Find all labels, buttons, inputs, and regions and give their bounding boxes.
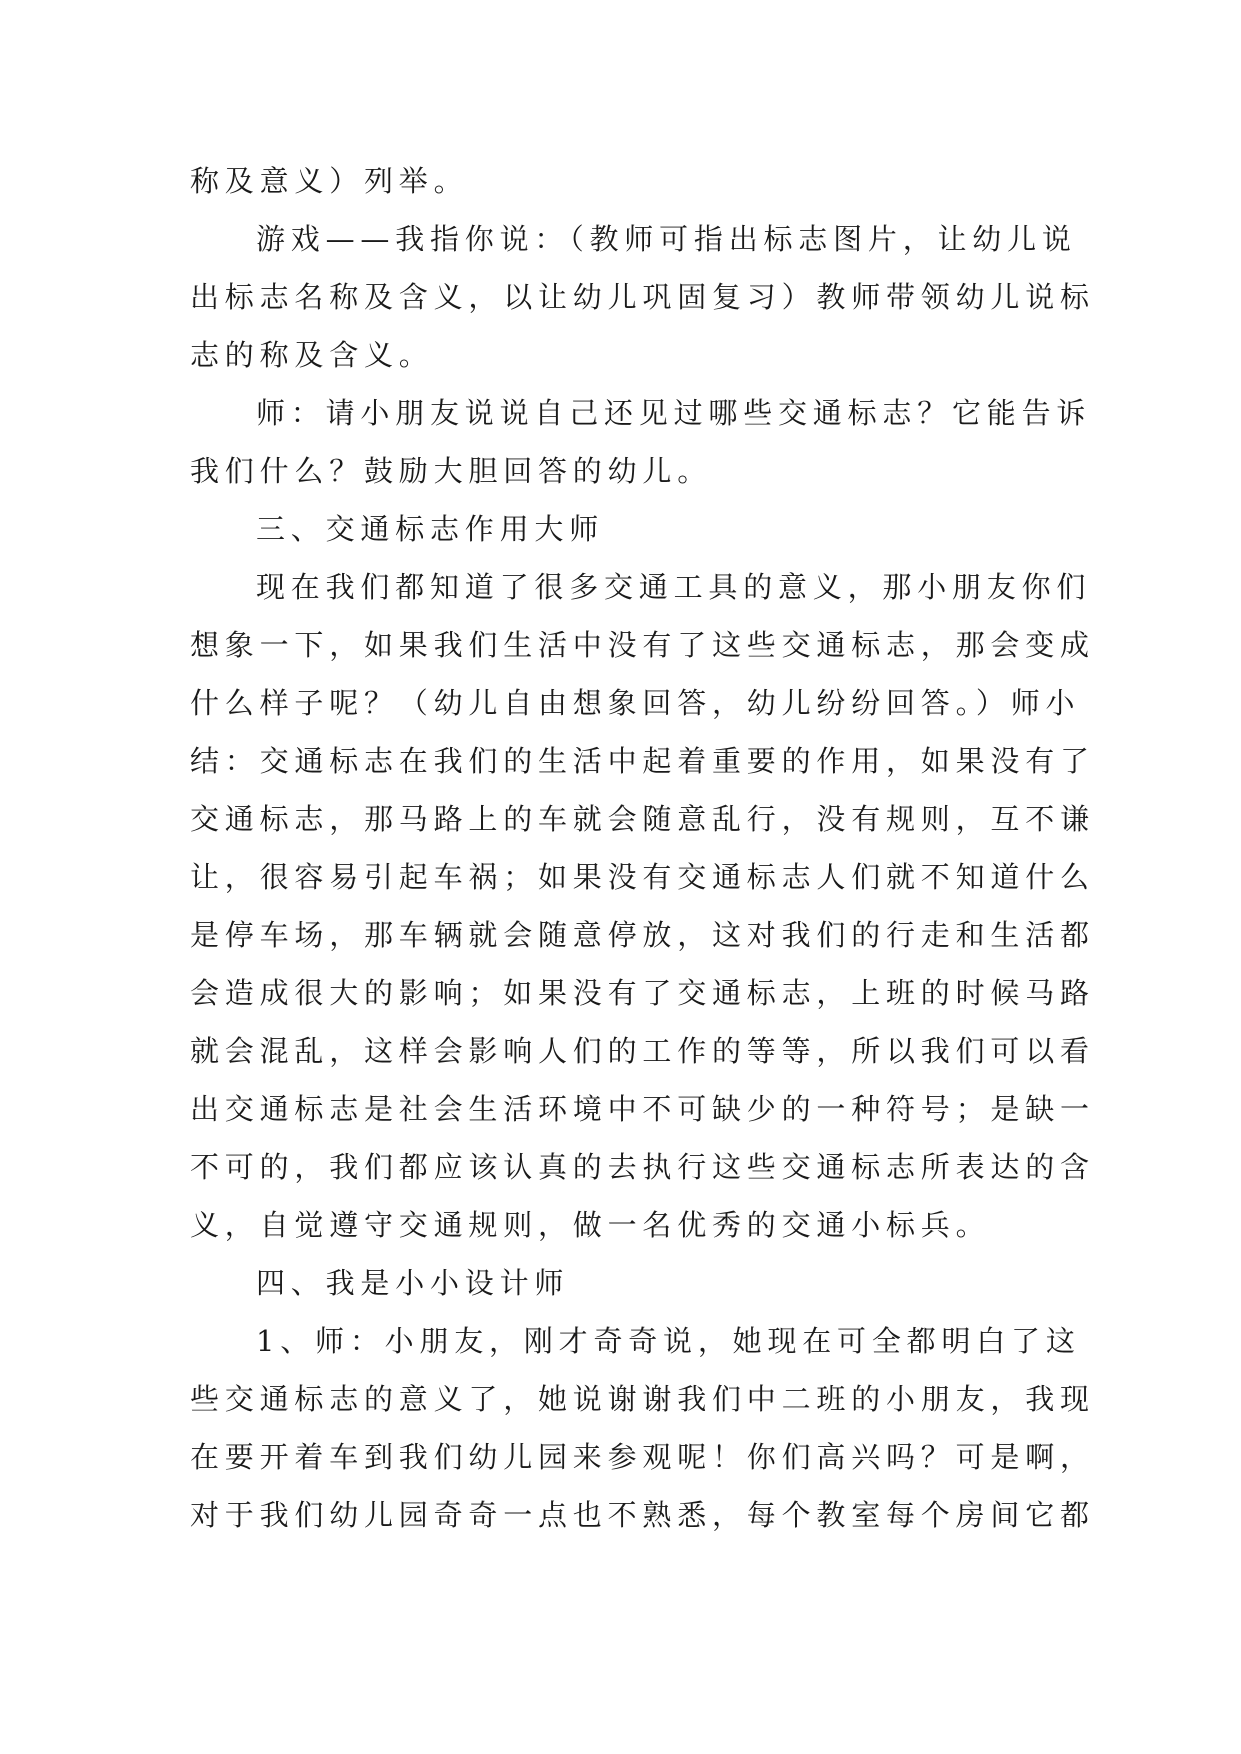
text-line: 志的称及含义。: [190, 338, 434, 372]
text-line: 想象一下，如果我们生活中没有了这些交通标志，那会变成: [190, 628, 1095, 662]
text-line: 师：请小朋友说说自己还见过哪些交通标志？它能告诉: [256, 396, 1092, 430]
text-line: 1、师：小朋友，刚才奇奇说，她现在可全都明白了这: [256, 1324, 1081, 1358]
text-line: 对于我们幼儿园奇奇一点也不熟悉，每个教室每个房间它都: [190, 1498, 1095, 1532]
text-line: 称及意义）列举。: [190, 164, 469, 198]
text-line: 我们什么？鼓励大胆回答的幼儿。: [190, 454, 713, 488]
text-line: 什么样子呢？（幼儿自由想象回答，幼儿纷纷回答。）师小: [190, 686, 1081, 720]
document-body: [190, 152, 1095, 1544]
section-heading: 三、交通标志作用大师: [256, 512, 605, 546]
text-line: 义，自觉遵守交通规则，做一名优秀的交通小标兵。: [190, 1208, 991, 1242]
text-line: 不可的，我们都应该认真的去执行这些交通标志所表达的含: [190, 1150, 1095, 1184]
text-line: 结：交通标志在我们的生活中起着重要的作用，如果没有了: [190, 744, 1095, 778]
text-line: 就会混乱，这样会影响人们的工作的等等，所以我们可以看: [190, 1034, 1095, 1068]
text-line: 些交通标志的意义了，她说谢谢我们中二班的小朋友，我现: [190, 1382, 1095, 1416]
text-line: 是停车场，那车辆就会随意停放，这对我们的行走和生活都: [190, 918, 1095, 952]
section-heading: 四、我是小小设计师: [256, 1266, 570, 1300]
text-line: 现在我们都知道了很多交通工具的意义，那小朋友你们: [256, 570, 1092, 604]
text-line: 让，很容易引起车祸；如果没有交通标志人们就不知道什么: [190, 860, 1095, 894]
text-line: 交通标志，那马路上的车就会随意乱行，没有规则，互不谦: [190, 802, 1095, 836]
text-line: 游戏——我指你说：（教师可指出标志图片，让幼儿说: [256, 222, 1077, 256]
text-line: 会造成很大的影响；如果没有了交通标志，上班的时候马路: [190, 976, 1095, 1010]
text-line: 出交通标志是社会生活环境中不可缺少的一种符号；是缺一: [190, 1092, 1095, 1126]
text-line: 出标志名称及含义，以让幼儿巩固复习）教师带领幼儿说标: [190, 280, 1095, 314]
text-line: 在要开着车到我们幼儿园来参观呢！你们高兴吗？可是啊，: [190, 1440, 1095, 1474]
